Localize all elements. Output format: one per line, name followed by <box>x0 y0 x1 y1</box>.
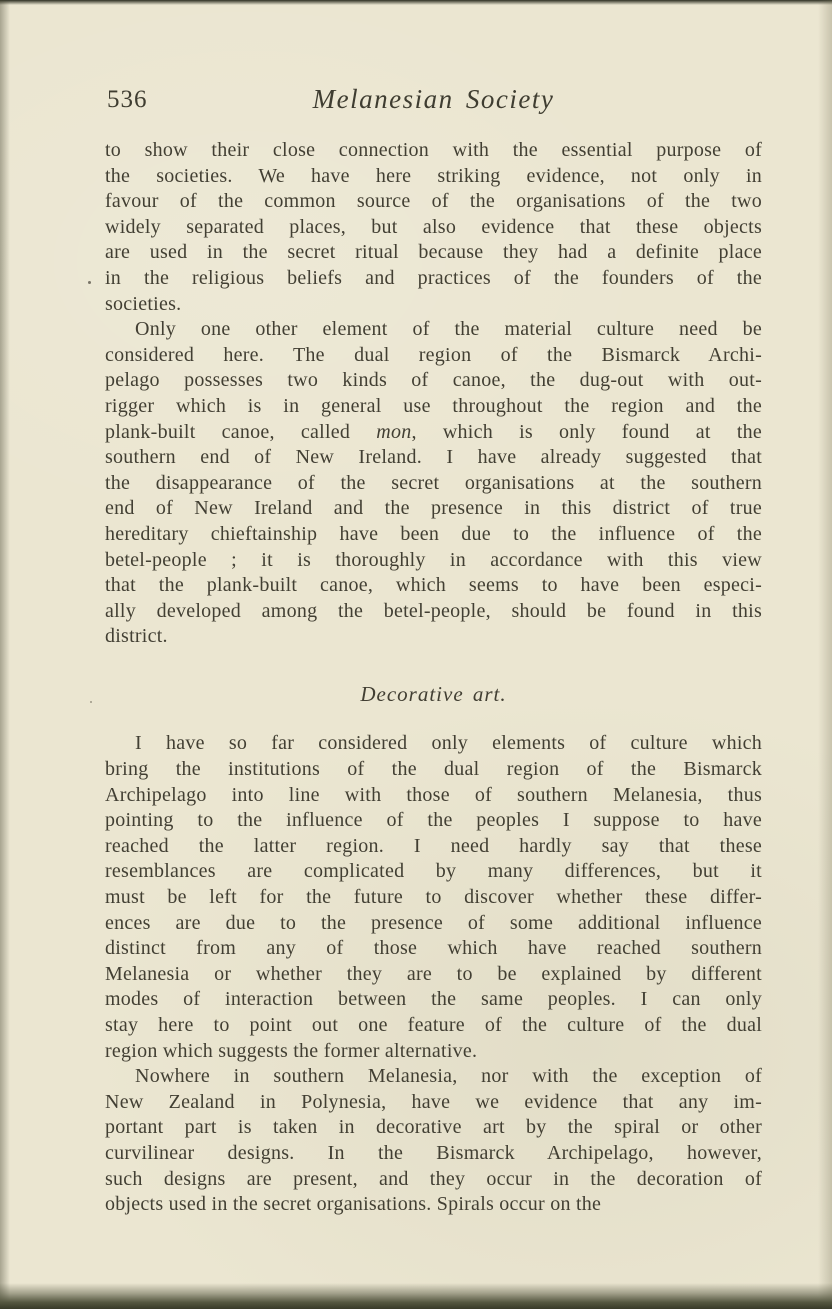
text-line: Only one other element of the material culture need be <box>135 318 762 341</box>
text-line: bring the institutions of the dual region of the Bismarck <box>105 758 762 781</box>
text-line: Nowhere in southern Melanesia, nor with the exception of <box>135 1065 762 1088</box>
text-line: region which suggests the former alternative. <box>105 1039 478 1062</box>
italic-word: mon <box>376 420 412 443</box>
page-number: 536 <box>107 86 148 113</box>
section-heading: Decorative art. <box>360 681 507 706</box>
text-line: hereditary chieftainship have been due to the influence of the <box>105 522 762 545</box>
paragraph <box>105 138 762 317</box>
text-line: Archipelago into line with those of southern Melanesia, thus <box>105 783 762 806</box>
text-line: to show their close connection with the essential purpose of <box>105 139 762 161</box>
text-line: district. <box>105 625 168 648</box>
running-title: Melanesian Society <box>312 84 555 114</box>
text-line <box>105 420 762 446</box>
text-line: distinct from any of those which have reached southern <box>105 937 762 960</box>
text-line: considered here. The dual region of the Bismarck Archi- <box>105 343 762 366</box>
page-edge-bottom <box>0 1283 832 1309</box>
text-line: the disappearance of the secret organisations at the southern <box>105 471 762 494</box>
text-segment: plank-built canoe, called <box>105 420 377 443</box>
page-edge-right <box>818 0 832 1309</box>
text-line: curvilinear designs. In the Bismarck Archipelago, however, <box>105 1141 762 1164</box>
text-line: stay here to point out one feature of the culture of the dual <box>105 1014 762 1036</box>
text-line: must be left for the future to discover whether these differ- <box>105 886 762 909</box>
text-line: pelago possesses two kinds of canoe, the dug-out with out- <box>105 369 762 392</box>
text-line: ally developed among the betel-people, should be found in this <box>105 599 762 622</box>
text-line: betel-people ; it is thoroughly in accordance with this view <box>105 548 762 571</box>
text-line: that the plank-built canoe, which seems to have been especi- <box>105 574 762 597</box>
ink-speck <box>90 701 92 703</box>
text-line: in the religious beliefs and practices of the founders of the <box>105 266 762 289</box>
text-line: end of New Ireland and the presence in this district of true <box>105 497 762 520</box>
text-line: rigger which is in general use throughout the region and the <box>105 394 762 417</box>
body-text-block <box>105 138 762 1218</box>
text-line: I have so far considered only elements of culture which <box>135 732 762 755</box>
text-segment: , which is only found at the <box>411 420 762 443</box>
text-line: such designs are present, and they occur in the decoration of <box>105 1167 762 1190</box>
text-line: are used in the secret ritual because they had a definite place <box>105 241 762 264</box>
paragraph <box>105 1064 762 1218</box>
paragraph <box>105 317 762 650</box>
text-line: modes of interaction between the same peoples. I can only <box>105 988 762 1011</box>
paragraph <box>105 731 762 1064</box>
text-line: favour of the common source of the organisations of the two <box>105 190 762 213</box>
text-line: portant part is taken in decorative art by the spiral or other <box>105 1116 762 1139</box>
text-line: objects used in the secret organisations. Spirals occur on the <box>105 1193 602 1216</box>
text-line: reached the latter region. I need hardly say that these <box>105 834 762 857</box>
text-line: societies. <box>105 292 182 315</box>
ink-speck <box>88 281 91 284</box>
text-line: ences are due to the presence of some additional influence <box>105 911 762 934</box>
text-line: resemblances are complicated by many differences, but it <box>105 860 762 883</box>
page-edge-top <box>0 0 832 5</box>
text-line: pointing to the influence of the peoples I suppose to have <box>105 809 762 832</box>
text-line: Melanesia or whether they are to be explained by different <box>105 962 762 985</box>
page-header <box>105 84 762 120</box>
page-edge-left <box>0 0 10 1309</box>
text-line: southern end of New Ireland. I have already suggested that <box>105 446 762 469</box>
text-line: widely separated places, but also evidence that these objects <box>105 215 762 238</box>
text-line: the societies. We have here striking evidence, not only in <box>105 164 762 187</box>
text-line: New Zealand in Polynesia, have we evidence that any im- <box>105 1090 762 1113</box>
